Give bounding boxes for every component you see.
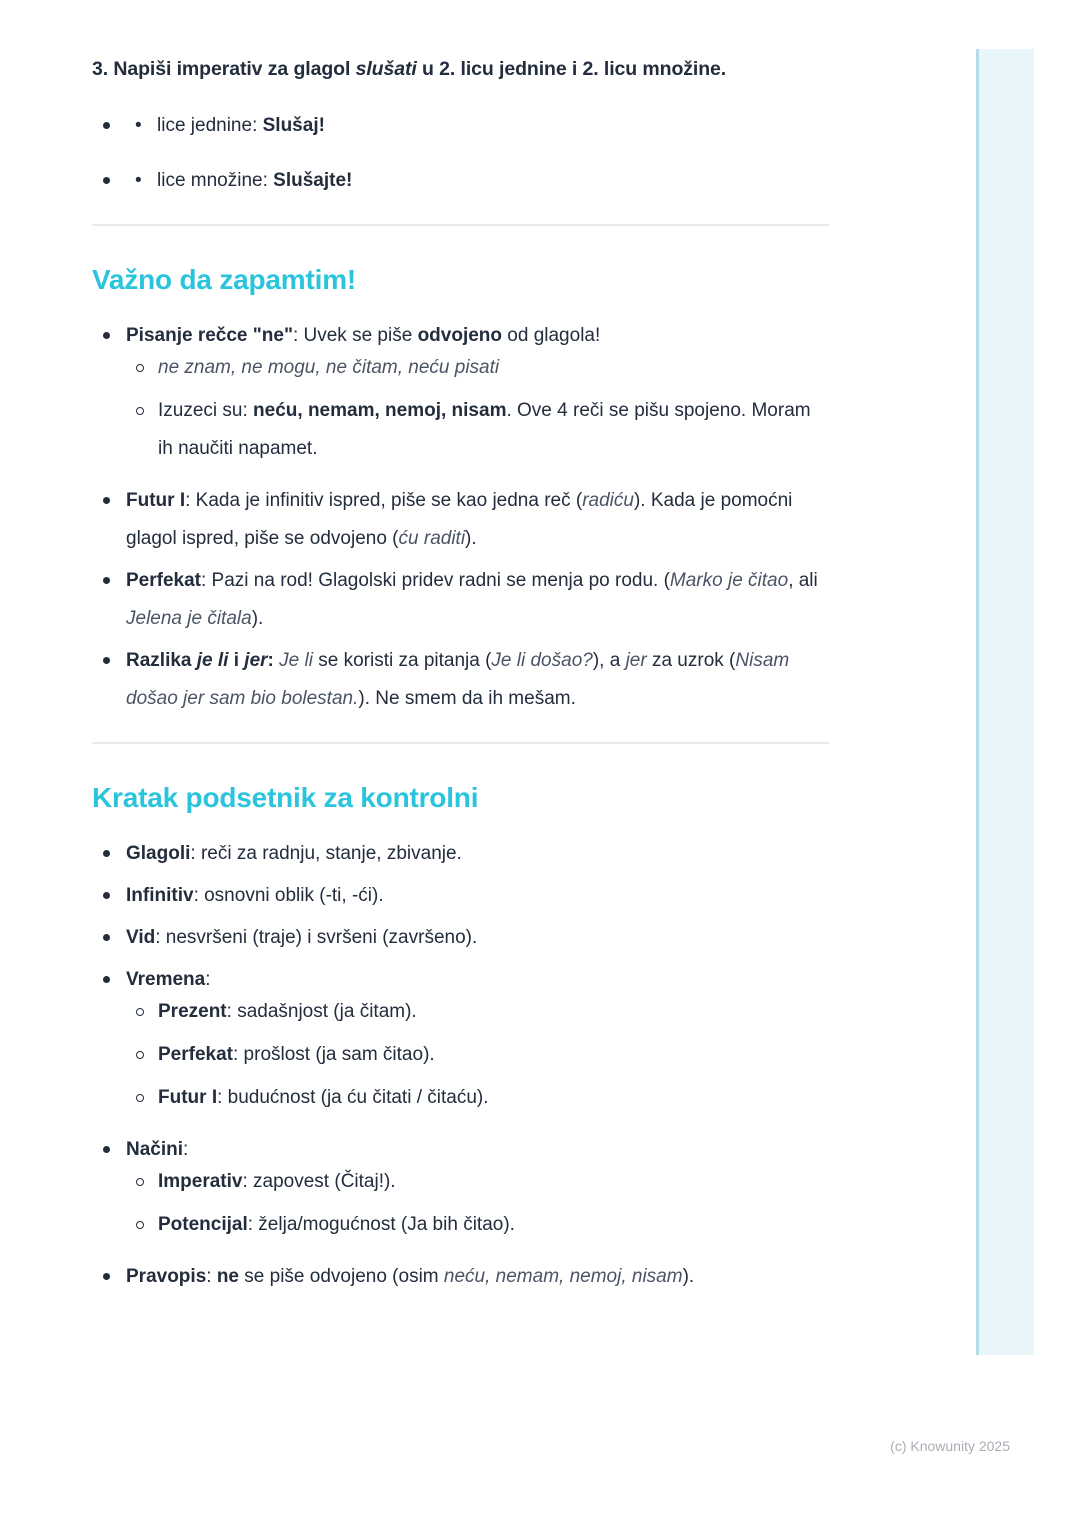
section-heading: Važno da zapamtim! bbox=[92, 264, 357, 295]
text-run: odvojeno bbox=[417, 325, 503, 346]
text-run: jer bbox=[625, 650, 647, 671]
text-run: ). Ne smem da ih mešam. bbox=[358, 688, 576, 709]
text-run: Je li došao? bbox=[491, 650, 593, 671]
text-run: Pisanje rečce "ne" bbox=[126, 325, 293, 346]
text-run: Slušajte! bbox=[273, 170, 353, 191]
text-run: ). Kada je pomoćni glagol ispred, piše se odvojeno ( bbox=[126, 490, 793, 549]
text-run: Perfekat bbox=[126, 570, 201, 591]
list-item bbox=[92, 961, 829, 1127]
text-run: Nisam došao jer sam bio bolestan. bbox=[126, 650, 790, 709]
circle-bullet-icon bbox=[136, 407, 144, 415]
circle-bullet-icon bbox=[136, 1178, 144, 1186]
text-run: Potencijal bbox=[158, 1214, 248, 1235]
section-heading: Kratak podsetnik za kontrolni bbox=[92, 782, 479, 813]
text-run: ). bbox=[251, 608, 264, 629]
list-item bbox=[92, 317, 829, 478]
text-run: . Ove 4 reči se pišu spojeno. Moram ih naučiti napamet. bbox=[158, 400, 811, 459]
list-item-text bbox=[126, 482, 829, 558]
list-item-text bbox=[158, 993, 829, 1031]
text-run: Jelena je čitala bbox=[126, 608, 252, 629]
question-title bbox=[92, 55, 829, 83]
list-item-text bbox=[158, 392, 829, 468]
bullet-icon bbox=[103, 577, 110, 584]
bullet-icon bbox=[103, 332, 110, 339]
section-divider bbox=[92, 742, 829, 744]
text-run: : Pazi na rod! Glagolski pridev radni se menja po rodu. ( bbox=[201, 570, 670, 591]
text-run: Razlika bbox=[126, 650, 197, 671]
text-run: : bbox=[267, 650, 280, 671]
text-run: Je li bbox=[279, 650, 313, 671]
section-list bbox=[92, 317, 829, 718]
note-content bbox=[92, 0, 829, 1300]
sub-list bbox=[126, 1163, 829, 1244]
list-item bbox=[92, 642, 829, 718]
bullet-icon bbox=[103, 976, 110, 983]
text-run: , ali bbox=[788, 570, 818, 591]
bullet-icon bbox=[103, 1273, 110, 1280]
text-run: i bbox=[228, 650, 245, 671]
text-run: : prošlost (ja sam čitao). bbox=[233, 1044, 435, 1065]
copyright-text: (c) Knowunity 2025 bbox=[890, 1438, 1010, 1454]
text-run: ne bbox=[216, 1266, 240, 1287]
list-item bbox=[92, 562, 829, 638]
bullet-icon bbox=[103, 177, 110, 184]
bullet-icon bbox=[103, 1146, 110, 1153]
list-item bbox=[136, 1036, 829, 1074]
text-run: : Kada je infinitiv ispred, piše se kao jedna reč ( bbox=[185, 490, 583, 511]
text-run: : reči za radnju, stanje, zbivanje. bbox=[190, 843, 462, 864]
text-run: Infinitiv bbox=[126, 885, 194, 906]
right-accent-bar bbox=[976, 49, 1034, 1355]
list-item-text bbox=[126, 919, 829, 957]
text-run: radiću bbox=[582, 490, 634, 511]
bullet-icon bbox=[103, 657, 110, 664]
circle-bullet-icon bbox=[136, 1008, 144, 1016]
list-item bbox=[92, 1131, 829, 1254]
list-item-text bbox=[158, 1036, 829, 1074]
text-run: : sadašnjost (ja čitam). bbox=[226, 1001, 417, 1022]
text-run: Vremena bbox=[126, 969, 206, 990]
sub-list bbox=[126, 349, 829, 468]
text-run: : želja/mogućnost (Ja bih čitao). bbox=[247, 1214, 515, 1235]
answers-list bbox=[92, 107, 829, 200]
list-item bbox=[92, 835, 829, 873]
list-item bbox=[92, 162, 829, 200]
text-run: Futur I bbox=[126, 490, 186, 511]
list-item bbox=[92, 877, 829, 915]
list-item bbox=[136, 392, 829, 468]
section-list bbox=[92, 835, 829, 1296]
list-item bbox=[136, 1079, 829, 1117]
list-item-text bbox=[126, 162, 829, 200]
text-run: Vid bbox=[126, 927, 156, 948]
circle-bullet-icon bbox=[136, 1094, 144, 1102]
text-run: neću, nemam, nemoj, nisam bbox=[253, 400, 507, 421]
list-item-text bbox=[126, 835, 829, 873]
text-run: Izuzeci su: bbox=[158, 400, 254, 421]
list-item-text bbox=[126, 1258, 829, 1296]
text-run: lice množine: bbox=[157, 170, 274, 191]
list-item bbox=[92, 1258, 829, 1296]
text-run: : bbox=[206, 1266, 217, 1287]
text-run: Perfekat bbox=[158, 1044, 233, 1065]
list-item-text bbox=[158, 1079, 829, 1117]
list-item bbox=[92, 919, 829, 957]
text-run: slušati bbox=[355, 58, 417, 80]
circle-bullet-icon bbox=[136, 1051, 144, 1059]
text-run: : Uvek se piše bbox=[292, 325, 418, 346]
sub-list bbox=[126, 993, 829, 1117]
text-run: u 2. licu jednine i 2. licu množine. bbox=[416, 58, 727, 80]
text-run: Marko je čitao bbox=[669, 570, 789, 591]
list-item-text bbox=[126, 562, 829, 638]
text-run: ). bbox=[682, 1266, 695, 1287]
bullet-icon bbox=[103, 497, 110, 504]
circle-bullet-icon bbox=[136, 364, 144, 372]
text-run: 3. Napiši imperativ za glagol bbox=[92, 58, 356, 80]
bullet-icon bbox=[103, 122, 110, 129]
text-run: : bbox=[183, 1139, 189, 1160]
text-run: Načini bbox=[126, 1139, 184, 1160]
text-run: se piše odvojeno (osim bbox=[239, 1266, 444, 1287]
list-item bbox=[136, 349, 829, 387]
list-item-text bbox=[126, 961, 829, 1127]
list-item bbox=[136, 993, 829, 1031]
text-run: • bbox=[135, 170, 142, 191]
text-run: ću raditi bbox=[398, 528, 466, 549]
text-run: • bbox=[135, 115, 142, 136]
text-run: ne znam, ne mogu, ne čitam, neću pisati bbox=[158, 357, 500, 378]
list-item-text bbox=[126, 877, 829, 915]
page-footer bbox=[890, 1438, 1010, 1454]
text-run: Futur I bbox=[158, 1087, 218, 1108]
text-run: za uzrok ( bbox=[646, 650, 736, 671]
list-item bbox=[92, 107, 829, 145]
text-run: ), a bbox=[592, 650, 626, 671]
bullet-icon bbox=[103, 892, 110, 899]
circle-bullet-icon bbox=[136, 1221, 144, 1229]
list-item-text bbox=[126, 107, 829, 145]
text-run: Slušaj! bbox=[262, 115, 325, 136]
section-kratak-podsetnik bbox=[92, 778, 829, 1296]
section-divider bbox=[92, 224, 829, 226]
list-item-text bbox=[158, 349, 829, 387]
list-item-text bbox=[158, 1163, 829, 1201]
text-run: : budućnost (ja ću čitati / čitaću). bbox=[217, 1087, 489, 1108]
list-item-text bbox=[158, 1206, 829, 1244]
text-run: Prezent bbox=[158, 1001, 227, 1022]
text-run: : bbox=[205, 969, 211, 990]
text-run: : zapovest (Čitaj!). bbox=[242, 1171, 396, 1192]
text-run: od glagola! bbox=[502, 325, 601, 346]
bullet-icon bbox=[103, 850, 110, 857]
text-run: Imperativ bbox=[158, 1171, 243, 1192]
section-vazno-da-zapamtim bbox=[92, 260, 829, 718]
list-item bbox=[92, 482, 829, 558]
list-item-text bbox=[126, 1131, 829, 1254]
text-run: jer bbox=[244, 650, 268, 671]
list-item bbox=[136, 1206, 829, 1244]
list-item-text bbox=[126, 317, 829, 478]
text-run: Pravopis bbox=[126, 1266, 207, 1287]
bullet-icon bbox=[103, 934, 110, 941]
text-run: : nesvršeni (traje) i svršeni (završeno). bbox=[155, 927, 478, 948]
text-run: se koristi za pitanja ( bbox=[312, 650, 492, 671]
text-run: je li bbox=[196, 650, 229, 671]
text-run: neću, nemam, nemoj, nisam bbox=[443, 1266, 683, 1287]
list-item bbox=[136, 1163, 829, 1201]
text-run: lice jednine: bbox=[157, 115, 263, 136]
text-run: ). bbox=[465, 528, 477, 549]
text-run: Glagoli bbox=[126, 843, 191, 864]
list-item-text bbox=[126, 642, 829, 718]
text-run: : osnovni oblik (-ti, -ći). bbox=[193, 885, 384, 906]
